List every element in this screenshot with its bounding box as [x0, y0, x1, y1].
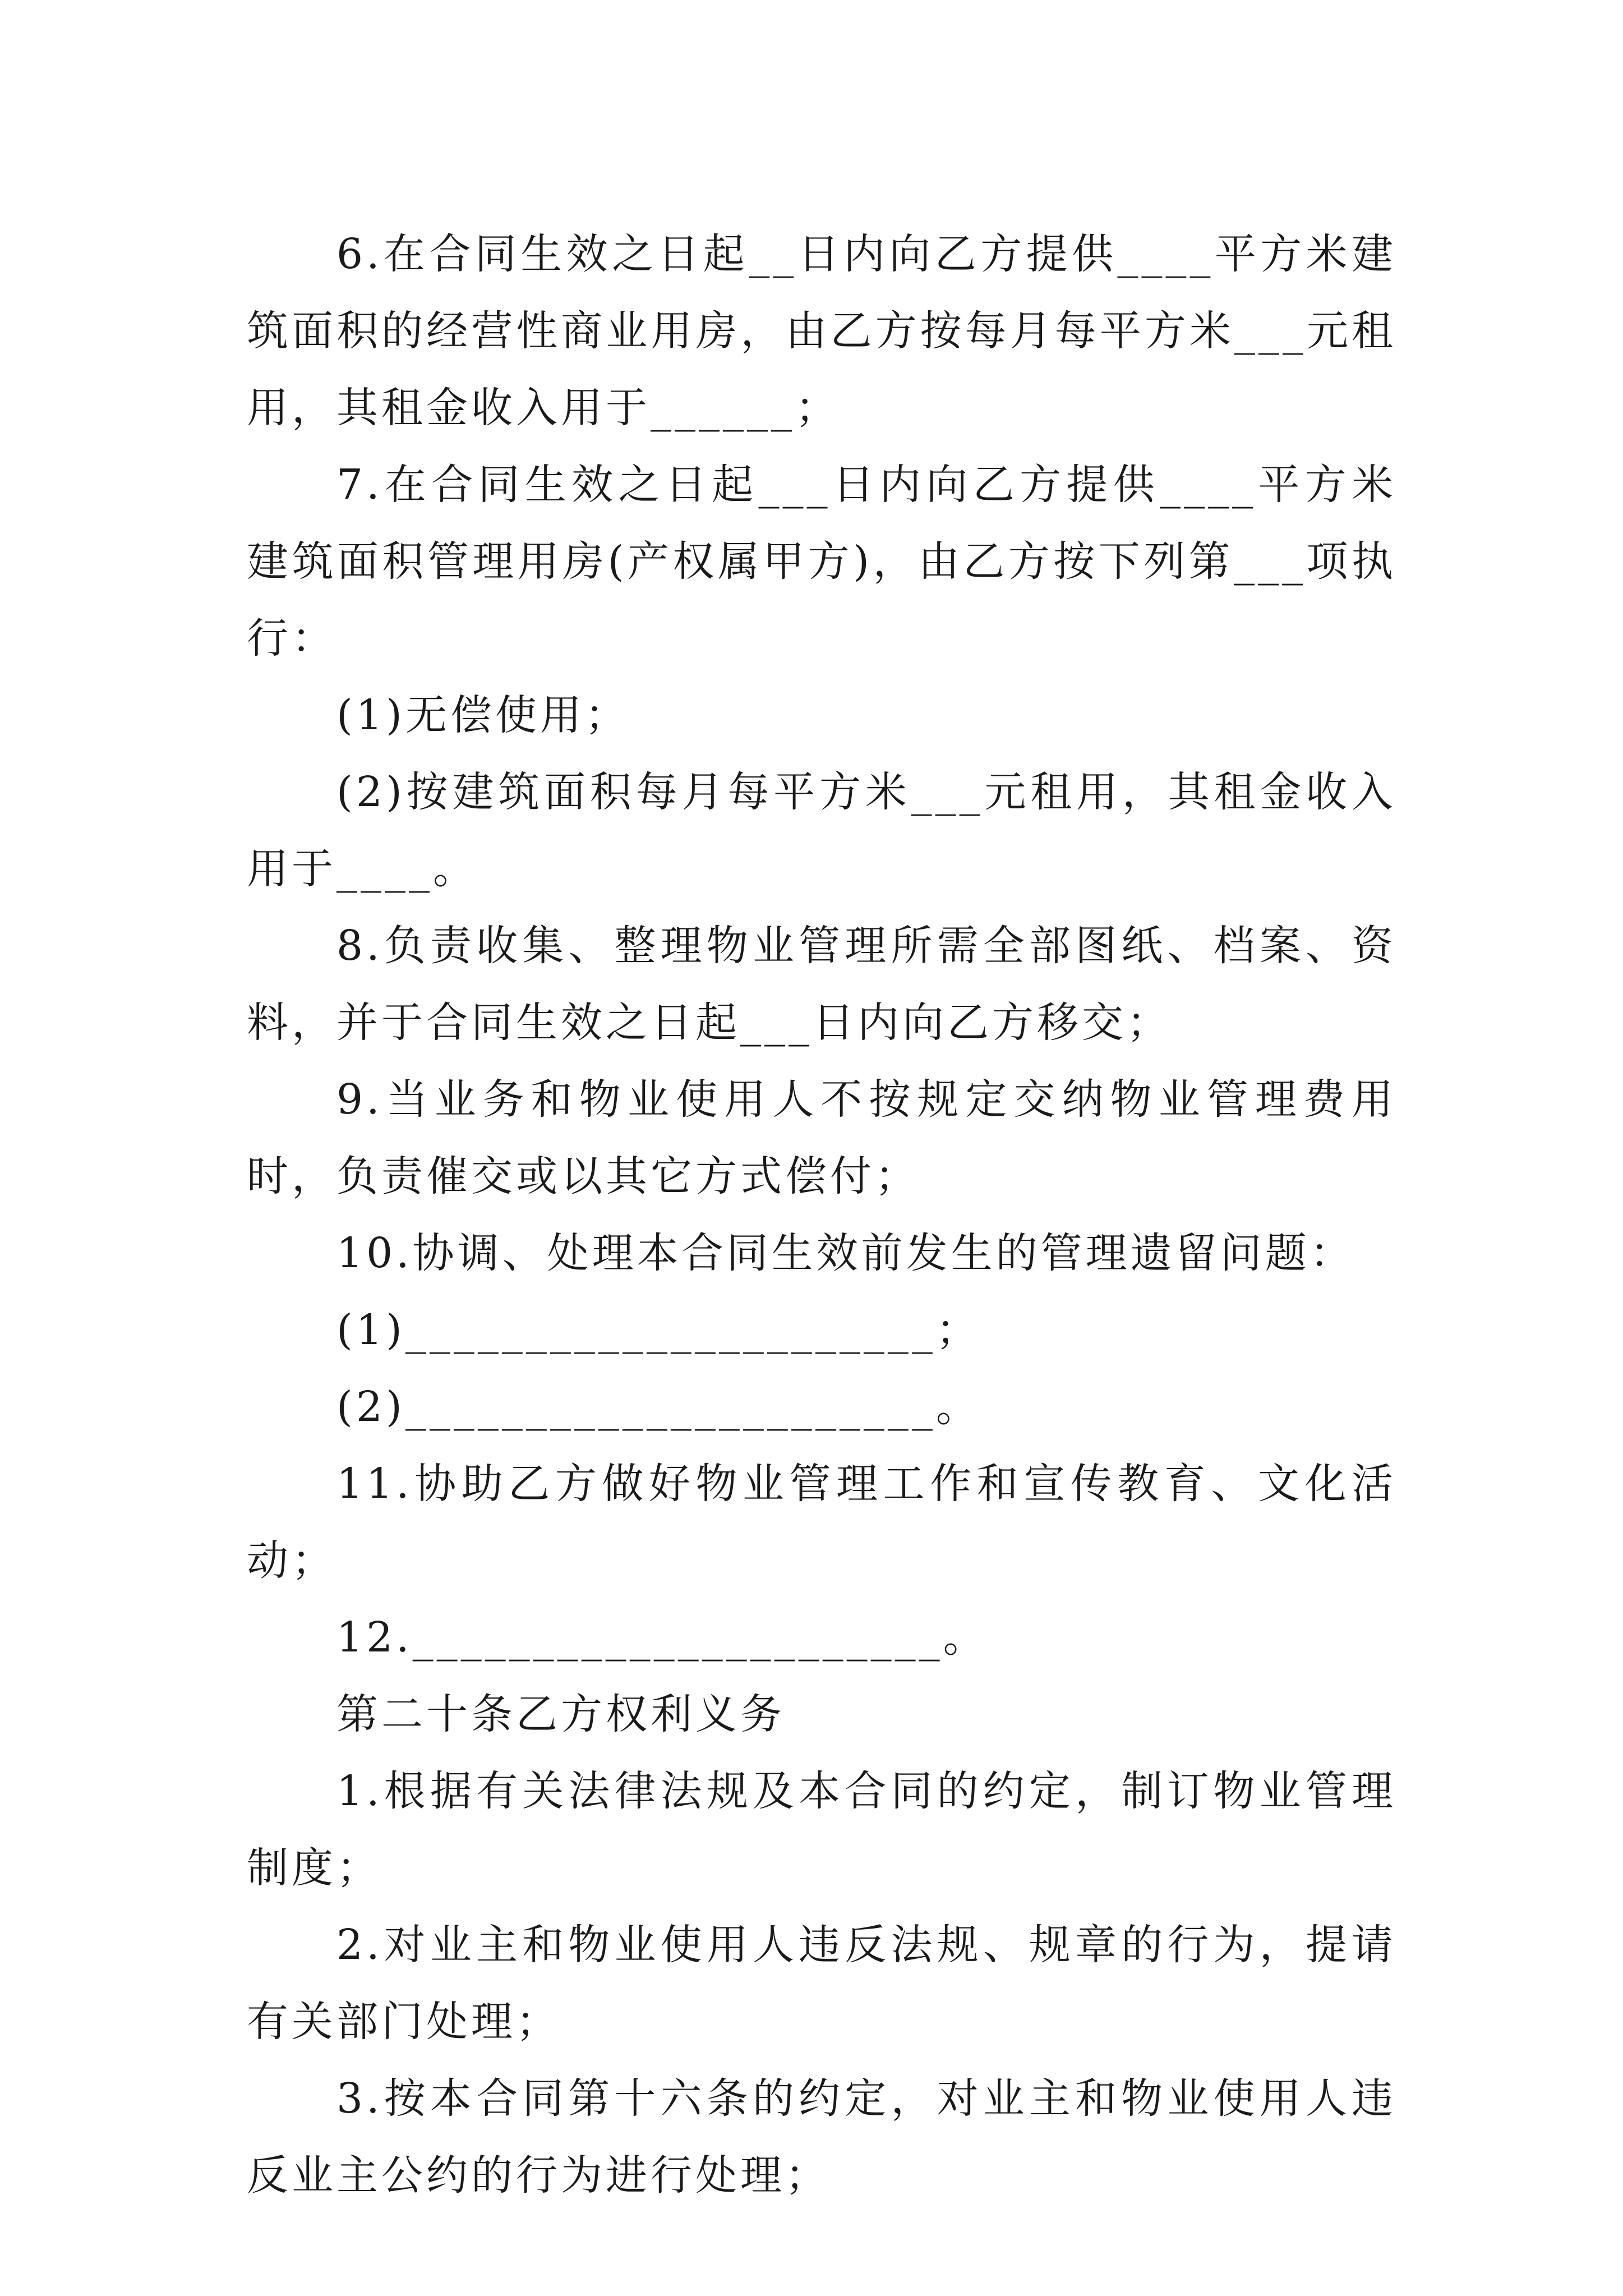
- clause-10: 10.协调、处理本合同生效前发生的管理遗留问题：: [336, 1229, 1355, 1277]
- clause-11: 11.协助乙方做好物业管理工作和宣传教育、文化活动；: [247, 1460, 1396, 1585]
- clause-6: 6.在合同生效之日起__日内向乙方提供____平方米建筑面积的经营性商业用房，由乙方按每月每平方米___元租用，其租金收入用于______；: [247, 230, 1396, 432]
- clause-7-option-2: (2)按建筑面积每月每平方米___元租用，其租金收入用于____。: [247, 768, 1396, 893]
- article-20-heading: 第二十条乙方权利义务: [336, 1690, 785, 1738]
- document-body: [247, 216, 1396, 2214]
- article-20-clause-2: 2.对业主和物业使用人违反法规、规章的行为，提请有关部门处理；: [247, 1921, 1396, 2046]
- clause-7-option-1: (1)无偿使用；: [336, 691, 630, 739]
- clause-10-item-1: (1)______________________；: [336, 1306, 981, 1354]
- article-20-clause-1: 1.根据有关法律法规及本合同的约定，制订物业管理制度；: [247, 1767, 1396, 1892]
- clause-7: 7.在合同生效之日起___日内向乙方提供____平方米建筑面积管理用房(产权属甲方)，由乙方按下列第___项执行：: [247, 461, 1396, 662]
- article-20-clause-3: 3.按本合同第十六条的约定，对业主和物业使用人违反业主公约的行为进行处理；: [247, 2074, 1396, 2200]
- clause-10-item-2: (2)______________________。: [336, 1383, 981, 1431]
- clause-8: 8.负责收集、整理物业管理所需全部图纸、档案、资料，并于合同生效之日起___日内向乙方移交；: [247, 922, 1396, 1047]
- clause-9: 9.当业务和物业使用人不按规定交纳物业管理费用时，负责催交或以其它方式偿付；: [247, 1075, 1396, 1200]
- clause-12: 12.______________________。: [336, 1613, 988, 1662]
